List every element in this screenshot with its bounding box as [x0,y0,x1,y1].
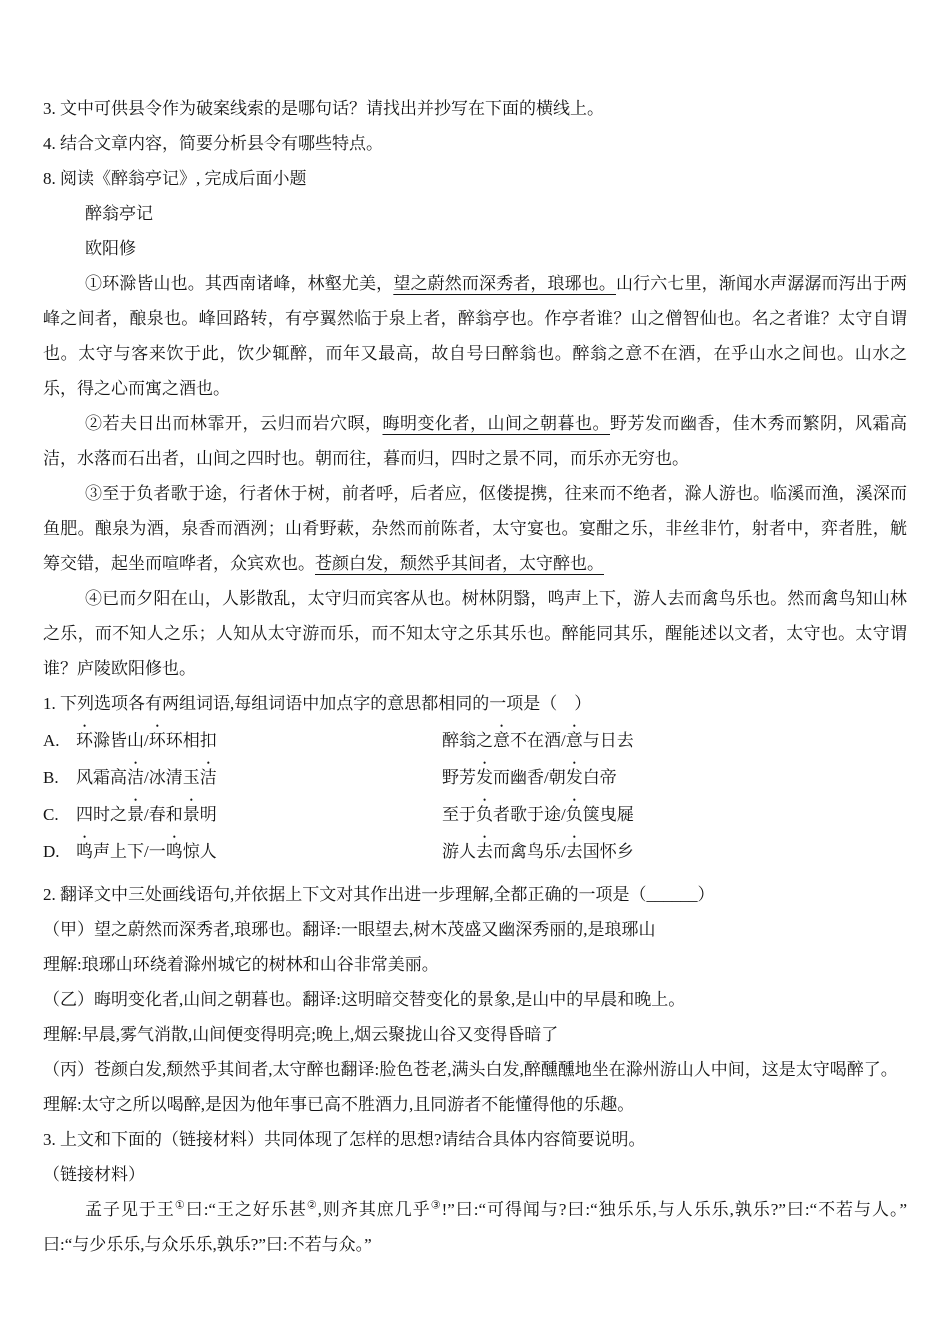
emphasized-char: 环 [76,731,93,750]
option-word-pair-2 [442,842,634,861]
text-segment: 野芳发而幽香，佳木秀而繁阴，风霜高洁，水落而石出者，山间之四时也。朝而往，暮而归，四时之景不同，而乐亦无穷也。 [43,414,907,468]
option-label: C. [43,805,59,824]
essay-paragraph-1 [43,266,907,406]
text-segment: 1. 下列选项各有两组词语,每组词语中加点字的意思都相同的一项是（ ） [43,694,592,713]
text-segment: 声上下/一 [93,842,166,861]
emphasized-char: 意 [493,731,510,750]
text-segment: ,则齐其庶几乎 [317,1200,431,1219]
emphasized-char: 洁 [127,768,144,787]
question-3 [43,1122,907,1157]
question-8-heading [43,161,907,196]
footnote-marker: ① [174,1199,186,1212]
link-material-text [43,1192,907,1262]
text-segment: 2. 翻译文中三处画线语句,并依据上下文对其作出进一步理解,全都正确的一项是（______） [43,885,715,904]
text-segment: ③至于负者歌于途，行者休于树，前者呼，后者应，伛偻提携，往来而不绝者，滁人游也。临溪而渔，溪深而鱼肥。酿泉为酒，泉香而酒洌；山肴野蔌，杂然而前陈者，太守宴也。宴酣之乐，非丝非竹，射者中，弈者胜，觥筹交错，起坐而喧哗者，众宾欢也。 [43,484,907,573]
text-segment: !”曰:“可得闻与?曰:“独乐乐,与人乐乐,孰乐?”曰:“不若与人。” 曰:“与少乐乐,与众乐乐,孰乐?”曰:不若与众。” [43,1200,907,1254]
text-segment: 醉翁之 [442,731,493,750]
emphasized-char: 景 [127,805,144,824]
essay-paragraph-4 [43,581,907,686]
essay-title [43,196,907,231]
text-segment: （链接材料） [43,1165,145,1184]
underlined-passage: 苍颜白发，颓然乎其间者，太守醉也。 [315,554,604,573]
emphasized-char: 发 [476,768,493,787]
choice-yi [43,982,907,1017]
text-segment: （乙）晦明变化者,山间之朝暮也。翻译:这明暗交替变化的景象,是山中的早晨和晚上。 [43,990,686,1009]
option-word-pair-2 [442,805,634,824]
choice-jia-understanding [43,947,907,982]
text-segment: 山行六七里，渐闻水声潺潺而泻出于两峰之间者，酿泉也。峰回路转，有亭翼然临于泉上者，醉翁亭也。作亭者谁？山之僧智仙也。名之者谁？太守自谓也。太守与客来饮于此，饮少辄醉，而年又最高，故自号曰醉翁也。醉翁之意不在酒，在乎山水之间也。山水之乐，得之心而寓之酒也。 [43,274,908,398]
option-label: D. [43,842,60,861]
text-segment: 而幽香/朝 [493,768,566,787]
text-segment: 而禽鸟乐/ [493,842,566,861]
text-segment: 至于 [442,805,476,824]
question-3-prior-text [43,91,907,126]
text-segment: 与日去 [582,731,634,750]
text-segment: 四时之 [76,805,127,824]
text-segment: 孟子见于王 [85,1200,175,1219]
text-segment: 国怀乡 [582,842,634,861]
option-label: B. [43,768,59,787]
text-segment: 白帝 [582,768,617,787]
question-4-prior-text [43,126,907,161]
option-word-pair-1 [76,721,442,758]
option-label: A. [43,731,60,750]
text-segment: 环相扣 [165,731,217,750]
footnote-marker: ③ [430,1199,442,1212]
text-segment: ②若夫日出而林霏开，云归而岩穴暝， [85,414,383,433]
text-segment: 惊人 [182,842,217,861]
document-content [43,91,907,1262]
text-segment: 明 [199,805,217,824]
text-segment: 欧阳修 [85,239,136,258]
text-segment: /春和 [144,805,183,824]
question-1 [43,686,907,721]
text-segment: 箧曳屣 [582,805,634,824]
emphasized-char: 去 [476,842,493,861]
emphasized-char: 意 [565,731,583,750]
choice-jia [43,912,907,947]
emphasized-char: 环 [148,731,166,750]
essay-paragraph-3 [43,476,907,581]
text-segment: /冰清玉 [144,768,200,787]
text-segment: （甲）望之蔚然而深秀者,琅琊也。翻译:一眼望去,树木茂盛又幽深秀丽的,是琅琊山 [43,920,656,939]
text-segment: 4. 结合文章内容，简要分析县令有哪些特点。 [43,134,383,153]
emphasized-char: 洁 [199,768,217,787]
text-segment: 野芳 [442,768,476,787]
emphasized-char: 鸣 [76,842,93,861]
text-segment: 者歌于途/ [493,805,566,824]
text-segment: 不在酒/ [510,731,566,750]
footnote-marker: ② [306,1199,318,1212]
question-2 [43,877,907,912]
text-segment: 曰:“王之好乐甚 [185,1200,307,1219]
text-segment: ①环滁皆山也。其西南诸峰，林壑尤美， [85,274,394,293]
emphasized-char: 鸣 [165,842,183,861]
choice-yi-understanding [43,1017,907,1052]
emphasized-char: 景 [182,805,200,824]
text-segment: 醉翁亭记 [85,204,153,223]
option-word-pair-2 [442,731,634,750]
text-segment: 8. 阅读《醉翁亭记》, 完成后面小题 [43,169,307,188]
essay-author [43,231,907,266]
option-c [43,795,907,832]
text-segment: （丙）苍颜白发,颓然乎其间者,太守醉也翻译:脸色苍老,满头白发,醉醺醺地坐在滁州游山人中间，这是太守喝醉了。 [43,1060,898,1079]
emphasized-char: 发 [565,768,583,787]
underlined-passage: 晦明变化者，山间之朝暮也。 [382,414,610,433]
option-word-pair-2 [442,768,617,787]
emphasized-char: 负 [565,805,583,824]
link-material-label [43,1157,907,1192]
choice-bing [43,1052,907,1087]
text-segment: 3. 上文和下面的（链接材料）共同体现了怎样的思想?请结合具体内容简要说明。 [43,1130,646,1149]
choice-bing-understanding [43,1087,907,1122]
option-b [43,758,907,795]
option-word-pair-1 [76,758,442,795]
option-word-pair-1 [76,832,442,869]
text-segment: 滁皆山/ [93,731,149,750]
text-segment: 理解:早晨,雾气消散,山间便变得明亮;晚上,烟云聚拢山谷又变得昏暗了 [43,1025,559,1044]
text-segment: 理解:琅琊山环绕着滁州城它的树林和山谷非常美丽。 [43,955,439,974]
text-segment: 游人 [442,842,476,861]
emphasized-char: 去 [565,842,583,861]
underlined-passage: 望之蔚然而深秀者，琅琊也。 [393,274,616,293]
option-a [43,721,907,758]
option-word-pair-1 [76,795,442,832]
text-segment: 理解:太守之所以喝醉,是因为他年事已高不胜酒力,且同游者不能懂得他的乐趣。 [43,1095,635,1114]
essay-paragraph-2 [43,406,907,476]
emphasized-char: 负 [476,805,493,824]
text-segment: 风霜高 [76,768,127,787]
text-segment: ④已而夕阳在山，人影散乱，太守归而宾客从也。树林阴翳，鸣声上下，游人去而禽鸟乐也。然而禽鸟知山林之乐，而不知人之乐；人知从太守游而乐，而不知太守之乐其乐也。醉能同其乐，醒能述以文者，太守也。太守谓谁？庐陵欧阳修也。 [43,589,907,678]
text-segment: 3. 文中可供县令作为破案线索的是哪句话？请找出并抄写在下面的横线上。 [43,99,604,118]
option-d [43,832,907,869]
